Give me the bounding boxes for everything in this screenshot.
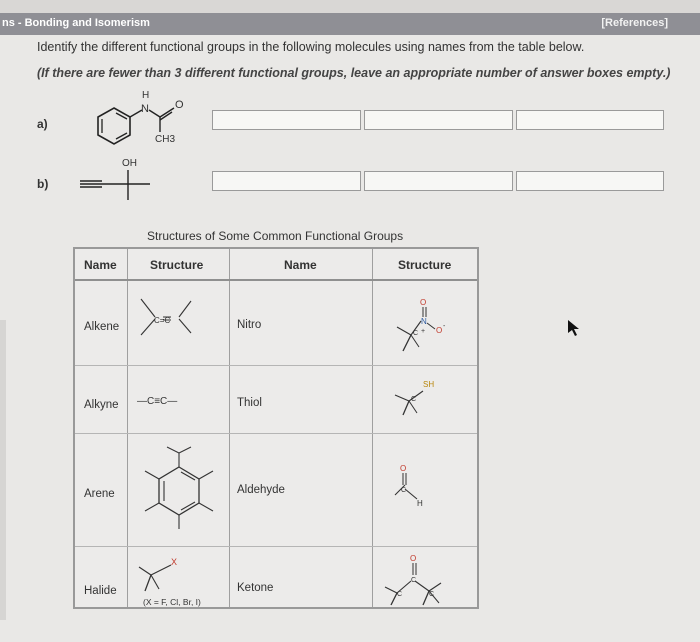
- answer-a-2[interactable]: [364, 110, 513, 130]
- assignment-header: [0, 13, 700, 35]
- row-alkyne-name: Alkyne: [84, 399, 119, 411]
- thiol-sh: SH: [423, 380, 435, 389]
- left-scroll-edge[interactable]: [0, 320, 6, 620]
- answer-b-3[interactable]: [516, 171, 664, 191]
- nitro-c: C: [413, 330, 419, 337]
- halide-note: (X = F, Cl, Br, I): [143, 597, 201, 607]
- alkene-label: C=C: [154, 316, 171, 325]
- row-halide-name: Halide: [84, 585, 117, 597]
- table-header-name-1: Name: [84, 258, 117, 272]
- aldehyde-structure: [377, 459, 467, 529]
- table-header-structure-1: Structure: [150, 258, 204, 272]
- aldehyde-o: O: [400, 464, 407, 473]
- instructions-text: Identify the different functional groups in the following molecules using names from the table below.: [37, 40, 585, 54]
- table-header-rule: [75, 279, 477, 281]
- ketone-structure: [375, 549, 475, 619]
- table-divider: [372, 249, 373, 607]
- cursor-arrow-icon: [568, 320, 582, 338]
- nitro-minus: -: [443, 323, 446, 330]
- answer-b-2[interactable]: [364, 171, 513, 191]
- references-link[interactable]: [References]: [601, 17, 668, 29]
- ketone-c1: C: [411, 577, 417, 584]
- arene-structure: [131, 445, 227, 541]
- ketone-o: O: [410, 554, 417, 563]
- ketone-c3: C: [429, 591, 435, 598]
- row-thiol-name: Thiol: [237, 397, 262, 409]
- molecule-b-structure: [80, 150, 160, 210]
- row-ketone-name: Ketone: [237, 582, 274, 594]
- alkyne-structure: [137, 392, 227, 412]
- halide-structure: [133, 553, 233, 613]
- assignment-title: ns - Bonding and Isomerism: [2, 17, 150, 29]
- table-caption: Structures of Some Common Functional Groups: [147, 229, 404, 243]
- answer-a-3[interactable]: [516, 110, 664, 130]
- alkyne-label: —C≡C—: [137, 396, 178, 407]
- thiol-c: C: [411, 396, 417, 403]
- molecule-a-o: O: [175, 99, 184, 111]
- row-nitro-name: Nitro: [237, 319, 262, 331]
- aldehyde-c: C: [401, 487, 407, 494]
- browser-top-bar: [0, 0, 700, 13]
- table-row-divider: [75, 433, 477, 434]
- instructions-note: (If there are fewer than 3 different functional groups, leave an appropriate number of answer boxes empty.): [37, 66, 671, 80]
- molecule-a-n: N: [141, 103, 149, 115]
- table-row-divider: [75, 546, 477, 547]
- aldehyde-h: H: [417, 499, 423, 508]
- thiol-structure: [377, 373, 467, 433]
- functional-groups-table: [73, 247, 479, 609]
- nitro-n: N: [421, 317, 427, 326]
- answer-b-1[interactable]: [212, 171, 361, 191]
- ketone-c2: C: [397, 591, 403, 598]
- molecule-b-oh: OH: [122, 158, 137, 169]
- row-aldehyde-name: Aldehyde: [237, 484, 285, 496]
- question-a-label: a): [37, 117, 48, 131]
- nitro-structure: [377, 285, 467, 375]
- answer-a-1[interactable]: [212, 110, 361, 130]
- halide-x: X: [171, 557, 178, 567]
- row-alkene-name: Alkene: [84, 321, 120, 333]
- table-divider: [127, 249, 128, 607]
- table-header-structure-2: Structure: [398, 258, 452, 272]
- molecule-a-ch3: CH3: [155, 134, 176, 145]
- molecule-a-h: H: [142, 90, 150, 101]
- question-b-label: b): [37, 177, 49, 191]
- table-header-name-2: Name: [284, 258, 317, 272]
- nitro-o2: O: [436, 326, 443, 335]
- row-arene-name: Arene: [84, 488, 115, 500]
- alkene-structure: [135, 295, 215, 355]
- nitro-plus: +: [421, 328, 426, 335]
- nitro-o1: O: [420, 298, 427, 307]
